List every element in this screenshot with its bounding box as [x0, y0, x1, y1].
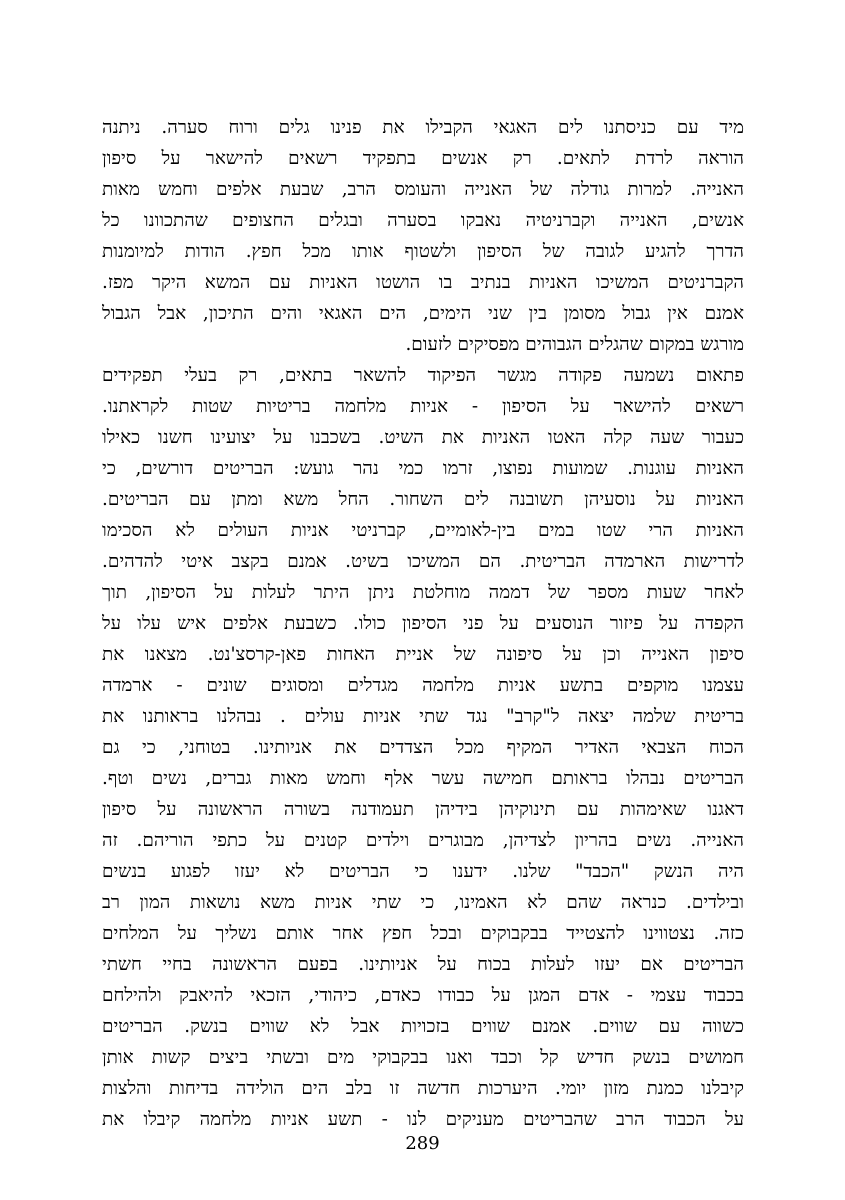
text-line: בכבוד עצמי - אדם המגן על כבודו כאדם, כיהודי, הזכאי להיאבק ולהילחם	[102, 985, 744, 1006]
text-line: האנייה. למרות גודלה של האנייה והעומס הרב, שבעת אלפים וחמש מאות	[102, 179, 744, 200]
text-line: הקברניטים המשיכו האניות בנתיב בו הושטו האניות עם המשא היקר מפז.	[102, 272, 744, 293]
text-line: פתאום נשמעה פקודה מגשר הפיקוד להשאר בתאים, רק בעלי תפקידים	[102, 365, 744, 386]
text-line: האניות עוגנות. שמועות נפוצו, זרמו כמי נהר גועש: הבריטים דורשים, כי	[102, 458, 744, 479]
text-line: הכוח הצבאי האדיר המקיף מכל הצדדים את אניותינו. בטוחני, כי גם	[102, 737, 744, 758]
text-line: כעבור שעה קלה האטו האניות את השיט. בשכבנו על יצועינו חשנו כאילו	[102, 427, 744, 448]
text-line: מורגש במקום שהגלים הגבוהים מפסיקים לזעום.	[405, 334, 744, 355]
page-number: 289	[405, 1133, 440, 1154]
text-line: הבריטים אם יעזו לעלות בכוח על אניותינו. בפעם הראשונה בחיי חשתי	[102, 954, 744, 975]
text-line: הקפדה על פיזור הנוסעים על פני הסיפון כולו. כשבעת אלפים איש עלו על	[102, 613, 744, 634]
text-line: לדרישות הארמדה הבריטית. הם המשיכו בשיט. אמנם בקצב איטי להדהים.	[102, 551, 744, 572]
text-line: חמושים בנשק חדיש קל וכבד ואנו בבקבוקי מים ובשתי ביצים קשות אותן	[102, 1047, 744, 1068]
text-line: הבריטים נבהלו בראותם חמישה עשר אלף וחמש מאות גברים, נשים וטף.	[102, 768, 744, 789]
text-line: דאגנו שאימהות עם תינוקיהן בידיהן תעמודנה בשורה הראשונה על סיפון	[102, 799, 744, 820]
text-line: לאחר שעות מספר של דממה מוחלטת ניתן היתר לעלות על הסיפון, תוך	[102, 582, 744, 603]
text-line: האנייה. נשים בהריון לצדיהן, מבוגרים וילדים קטנים על כתפי הוריהם. זה	[102, 830, 744, 851]
text-line: כזה. נצטווינו להצטייד בבקבוקים ובכל חפץ אחר אותם נשליך על המלחים	[102, 923, 744, 944]
text-line: ובילדים. כנראה שהם לא האמינו, כי שתי אניות משא נושאות המון רב	[102, 892, 744, 913]
text-line: רשאים להישאר על הסיפון - אניות מלחמה בריטיות שטות לקראתנו.	[102, 396, 744, 417]
text-line: על הכבוד הרב שהבריטים מעניקים לנו - תשע אניות מלחמה קיבלו את	[102, 1109, 744, 1130]
text-line: סיפון האנייה וכן על סיפונה של אניית האחות פאן-קרסצ'נט. מצאנו את	[102, 644, 744, 665]
text-line: עצמנו מוקפים בתשע אניות מלחמה מגדלים ומסוגים שונים - ארמדה	[102, 675, 744, 696]
text-line: בריטית שלמה יצאה ל"קרב" נגד שתי אניות עולים . נבהלנו בראותנו את	[102, 706, 744, 727]
text-line: כשווה עם שווים. אמנם שווים בזכויות אבל לא שווים בנשק. הבריטים	[102, 1016, 744, 1037]
text-line: הדרך להגיע לגובה של הסיפון ולשטוף אותו מכל חפץ. הודות למיומנות	[102, 241, 744, 262]
body-text	[102, 112, 744, 1135]
text-line: אנשים, האנייה וקברניטיה נאבקו בסערה ובגלים החצופים שהתכוונו כל	[102, 210, 744, 231]
text-line: אמנם אין גבול מסומן בין שני הימים, הים האגאי והים התיכון, אבל הגבול	[102, 303, 744, 324]
text-line: מיד עם כניסתנו לים האגאי הקבילו את פנינו גלים ורוח סערה. ניתנה	[102, 117, 744, 138]
text-line: הוראה לרדת לתאים. רק אנשים בתפקיד רשאים להישאר על סיפון	[102, 148, 744, 169]
text-line: קיבלנו כמנת מזון יומי. היערכות חדשה זו בלב הים הולידה בדיחות והלצות	[102, 1078, 744, 1099]
text-line: היה הנשק "הכבד" שלנו. ידענו כי הבריטים לא יעזו לפגוע בנשים	[102, 861, 744, 882]
text-line: האניות הרי שטו במים בין-לאומיים, קברניטי אניות העולים לא הסכימו	[102, 520, 744, 541]
text-line: האניות על נוסעיהן תשובנה לים השחור. החל משא ומתן עם הבריטים.	[102, 489, 744, 510]
